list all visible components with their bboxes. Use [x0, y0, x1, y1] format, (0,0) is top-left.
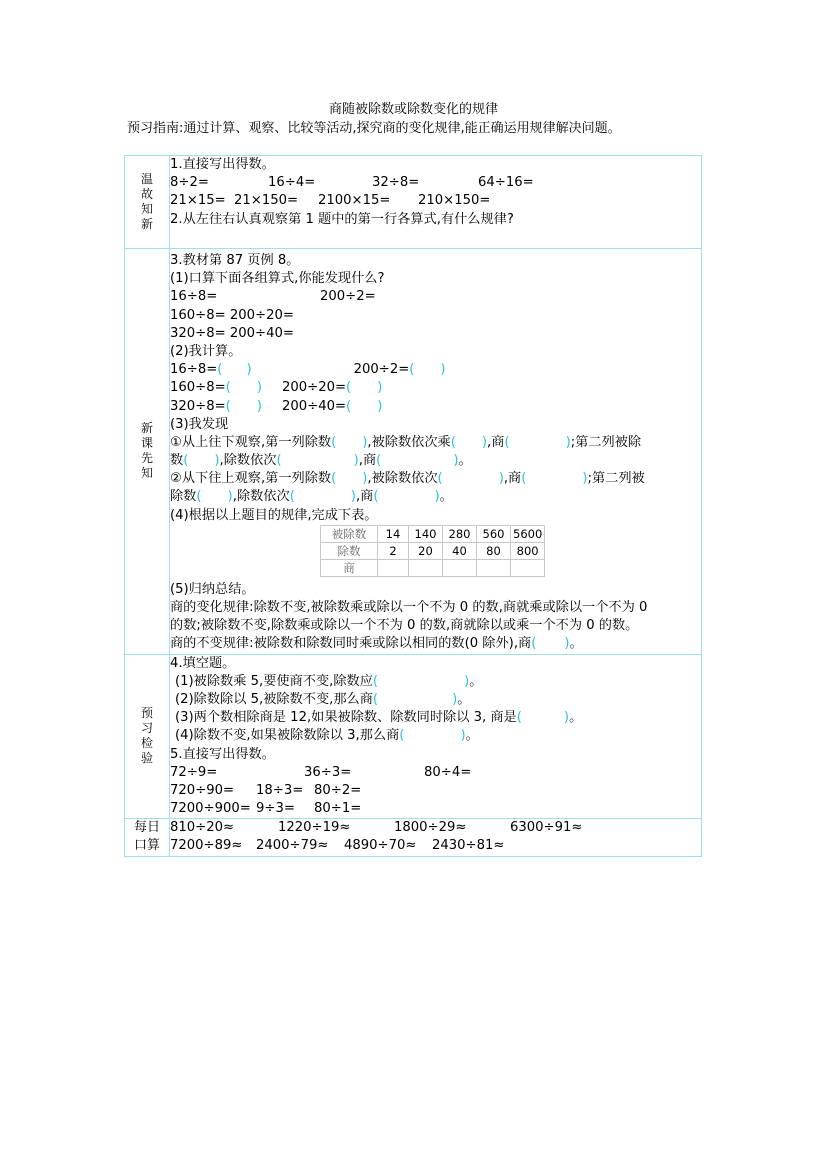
calc-item: 80÷1=	[314, 801, 362, 817]
rule-line-3: 商的不变规律:被除数和除数同时乘或除以相同的数(0 除外),商( )。	[170, 636, 583, 652]
table-cell: 5600	[511, 525, 545, 542]
part-2: (2)我计算。	[170, 343, 242, 359]
part-5: (5)归纳总结。	[170, 581, 255, 597]
table-header: 被除数	[321, 525, 378, 542]
answer-cell[interactable]	[409, 559, 443, 576]
table-header: 商	[321, 559, 378, 576]
section-oral-content	[170, 819, 702, 856]
table-row	[321, 559, 545, 576]
table-cell: 140	[409, 525, 443, 542]
oral-row-2	[170, 837, 701, 855]
finding-2-line-1: ②从下往上观察,第一列除数( ),被除数依次( ),商( );第二列被	[170, 471, 645, 487]
answer-cell[interactable]	[511, 559, 545, 576]
quotient-table	[320, 525, 545, 577]
calc-item: 720÷90=	[170, 782, 235, 798]
calc-item: 80÷2=	[314, 782, 362, 798]
rule-line-2: 的数;被除数不变,除数乘或除以一个不为 0 的数,商就除以或乘一个不为 0 的数。	[170, 618, 639, 634]
question-5: 5.直接写出得数。	[170, 746, 275, 762]
calc-item: 32÷8=	[372, 175, 420, 191]
check-row-1	[170, 764, 701, 782]
calc-item: 9÷3=	[256, 801, 295, 817]
table-cell: 40	[443, 542, 477, 559]
calc-item: 200÷20=	[281, 380, 347, 396]
rule-line-1: 商的变化规律:除数不变,被除数乘或除以一个不为 0 的数,商就乘或除以一个不为 0	[170, 600, 648, 615]
section-label-oral: 每日口算	[125, 819, 170, 856]
question-4: 4.填空题。	[170, 655, 236, 671]
p1-row-2: 160÷8= 200÷20=	[170, 307, 294, 323]
calc-item: 7200÷89≈	[170, 838, 243, 854]
calc-item: 160÷8=	[170, 380, 226, 396]
section-check-row	[125, 654, 702, 819]
calc-item: 1220÷19≈	[278, 820, 351, 836]
table-cell: 560	[477, 525, 511, 542]
table-header: 除数	[321, 542, 378, 559]
question-2: 2.从左往右认真观察第 1 题中的第一行各算式,有什么规律?	[170, 211, 514, 227]
finding-1-line-2: 数( ),除数依次( ),商( )。	[170, 453, 472, 469]
finding-2-line-2: 除数( ),除数依次( ),商( )。	[170, 489, 453, 505]
section-check-content	[170, 654, 702, 819]
table-cell: 20	[409, 542, 443, 559]
p1-row-3: 320÷8= 200÷40=	[170, 325, 294, 341]
calc-item: 16÷8=	[170, 362, 218, 378]
section-label-check: 预习检验	[125, 654, 170, 819]
p2-row-1: 16÷8=( ) 200÷2=( )	[170, 362, 446, 378]
calc-item: 36÷3=	[304, 764, 352, 780]
question-1: 1.直接写出得数。	[170, 157, 275, 172]
check-row-3	[170, 800, 701, 818]
check-row-2	[170, 782, 701, 800]
warm-row-2	[170, 192, 701, 210]
calc-item: 18÷3=	[256, 782, 304, 798]
answer-cell[interactable]	[443, 559, 477, 576]
fill-4: (4)除数不变,如果被除数除以 3,那么商( )。	[175, 728, 479, 744]
table-row	[321, 525, 545, 542]
section-label-warm: 温故知新	[125, 156, 170, 249]
p2-row-3: 320÷8=( ) 200÷40=( )	[170, 398, 383, 414]
question-3: 3.教材第 87 页例 8。	[170, 253, 300, 268]
section-warm-row	[125, 156, 702, 249]
page-title: 商随被除数或除数变化的规律	[328, 102, 498, 117]
calc-item: 320÷8=	[170, 398, 226, 414]
table-cell: 2	[378, 542, 409, 559]
calc-item: 810÷20≈	[170, 820, 235, 836]
calc-item: 2430÷81≈	[432, 838, 505, 854]
calc-item: 7200÷900=	[170, 801, 251, 817]
fill-3: (3)两个数相除商是 12,如果被除数、除数同时除以 3, 商是( )。	[175, 710, 583, 726]
calc-item: 200÷2=	[353, 362, 410, 378]
calc-item: 16÷4=	[268, 175, 316, 191]
calc-item: 4890÷70≈	[344, 838, 417, 854]
table-cell: 800	[511, 542, 545, 559]
table-cell: 280	[443, 525, 477, 542]
part-3: (3)我发现	[170, 416, 229, 432]
section-oral-row	[125, 819, 702, 856]
preview-guide: 预习指南:通过计算、观察、比较等活动,探究商的变化规律,能正确运用规律解决问题。	[127, 121, 621, 136]
answer-cell[interactable]	[477, 559, 511, 576]
p2-row-2: 160÷8=( ) 200÷20=( )	[170, 380, 383, 396]
calc-item: 80÷4=	[424, 764, 472, 780]
fill-2: (2)除数除以 5,被除数不变,那么商( )。	[175, 691, 471, 707]
answer-cell[interactable]	[378, 559, 409, 576]
calc-item: 6300÷91≈	[510, 820, 583, 836]
p1-row-1	[170, 288, 701, 306]
finding-1-line-1: ①从上往下观察,第一列除数( ),被除数依次乘( ),商( );第二列被除	[170, 434, 642, 450]
calc-item: 200÷40=	[281, 398, 347, 414]
calc-item: 21×150=	[234, 193, 299, 209]
calc-item: 1800÷29≈	[394, 820, 467, 836]
part-4: (4)根据以上题目的规律,完成下表。	[170, 507, 378, 523]
worksheet-table	[124, 155, 702, 857]
calc-item: 72÷9=	[170, 764, 218, 780]
table-cell: 14	[378, 525, 409, 542]
oral-row-1	[170, 819, 701, 837]
calc-item: 2400÷79≈	[256, 838, 329, 854]
table-row	[321, 542, 545, 559]
calc-item: 8÷2=	[170, 175, 209, 191]
warm-row-1	[170, 174, 701, 192]
calc-item: 16÷8=	[170, 289, 218, 305]
calc-item: 21×15=	[170, 193, 226, 209]
table-cell: 80	[477, 542, 511, 559]
calc-item: 64÷16=	[478, 175, 534, 191]
section-new-row	[125, 249, 702, 655]
calc-item: 2100×15=	[318, 193, 391, 209]
section-label-new: 新课先知	[125, 249, 170, 655]
part-1: (1)口算下面各组算式,你能发现什么?	[170, 271, 385, 287]
calc-item: 200÷2=	[320, 289, 376, 305]
section-warm-content	[170, 156, 702, 249]
section-new-content	[170, 249, 702, 655]
calc-item: 210×150=	[418, 193, 491, 209]
fill-1: (1)被除数乘 5,要使商不变,除数应( )。	[175, 673, 483, 689]
